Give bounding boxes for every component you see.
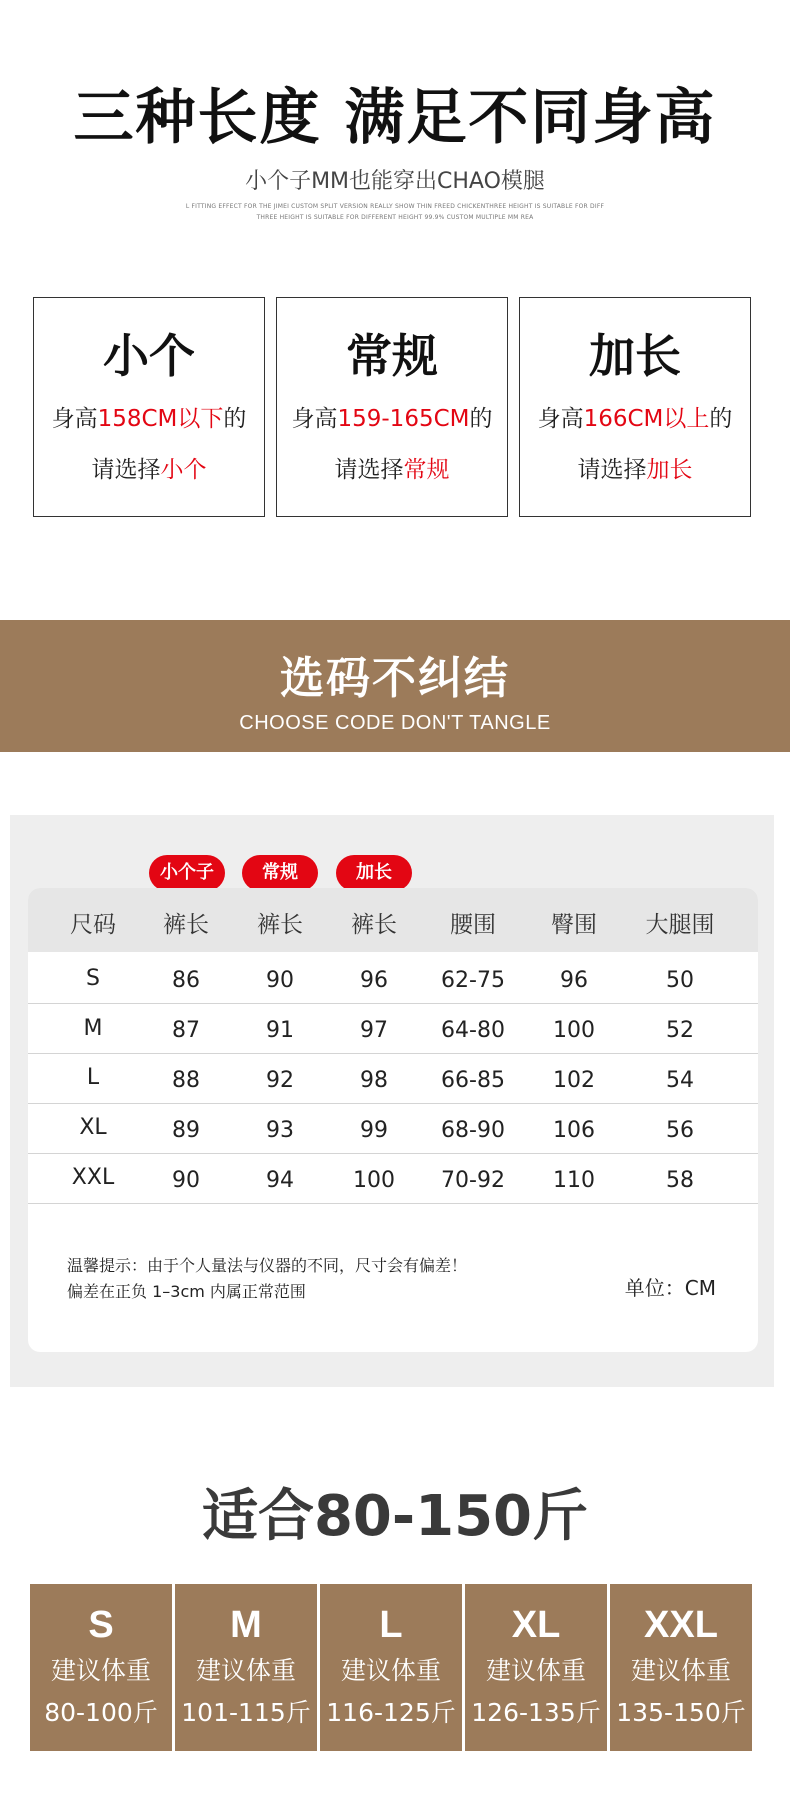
weight-range: 116-125斤 xyxy=(326,1698,456,1727)
row-xl-length-long: 99 xyxy=(360,1118,388,1143)
row-s-size: S xyxy=(86,966,100,991)
row-s-hip: 96 xyxy=(560,968,588,993)
weight-range: 126-135斤 xyxy=(471,1698,601,1727)
row-m-waist: 64-80 xyxy=(441,1018,505,1043)
row-l-length-long: 98 xyxy=(360,1068,388,1093)
row-m-thigh: 52 xyxy=(666,1018,694,1043)
weight-size: XXL xyxy=(644,1604,718,1646)
row-xxl-hip: 110 xyxy=(553,1168,595,1193)
page-subtitle: 小个子MM也能穿出CHAO模腿 xyxy=(245,169,545,194)
row-xxl-waist: 70-92 xyxy=(441,1168,505,1193)
fine-print-line-1: L FITTING EFFECT FOR THE JIMEI CUSTOM SPLIT VERSION REALLY SHOW THIN FREED CHICKENTHREE HEIGHT IS SUITABLE FOR DIFF xyxy=(185,203,605,210)
length-name: 小个 xyxy=(103,329,195,383)
measurement-note-line-1: 温馨提示：由于个人量法与仪器的不同，尺寸会有偏差！ xyxy=(67,1256,468,1275)
length-choose-hint: 请选择常规 xyxy=(334,457,450,483)
weight-card-xxl xyxy=(610,1584,752,1751)
row-divider xyxy=(28,1053,758,1054)
header-waist: 腰围 xyxy=(450,912,496,938)
row-s-length-regular: 90 xyxy=(266,968,294,993)
height-range: 158CM以下 xyxy=(97,406,224,432)
row-xl-length-regular: 93 xyxy=(266,1118,294,1143)
row-l-hip: 102 xyxy=(553,1068,595,1093)
length-height-rule: 身高158CM以下的 xyxy=(51,406,247,432)
table-header-row xyxy=(28,888,758,952)
row-xxl-length-petite: 90 xyxy=(172,1168,200,1193)
row-xxl-length-long: 100 xyxy=(353,1168,395,1193)
header-length-petite: 裤长 xyxy=(163,912,209,938)
weight-label: 建议体重 xyxy=(50,1656,151,1685)
length-choice: 常规 xyxy=(403,457,450,483)
weight-size: XL xyxy=(511,1604,561,1646)
row-divider xyxy=(28,1153,758,1154)
row-l-size: L xyxy=(86,1065,100,1090)
length-height-rule: 身高159-165CM的 xyxy=(291,406,493,432)
weight-size: L xyxy=(379,1604,403,1646)
weight-label: 建议体重 xyxy=(195,1656,296,1685)
length-choose-hint: 请选择小个 xyxy=(91,457,207,483)
weight-size: M xyxy=(230,1604,262,1646)
row-m-length-regular: 91 xyxy=(266,1018,294,1043)
row-s-length-petite: 86 xyxy=(172,968,200,993)
measurement-note-line-2: 偏差在正负 1–3cm 内属正常范围 xyxy=(67,1282,306,1301)
weight-range: 80-100斤 xyxy=(44,1698,158,1727)
row-xl-waist: 68-90 xyxy=(441,1118,505,1143)
length-name: 加长 xyxy=(589,329,681,383)
row-m-length-long: 97 xyxy=(360,1018,388,1043)
weight-card-s xyxy=(30,1584,172,1751)
weight-range: 101-115斤 xyxy=(181,1698,311,1727)
section-banner xyxy=(0,620,790,752)
header-hip: 臀围 xyxy=(551,912,597,938)
weight-card-m xyxy=(175,1584,317,1751)
row-m-length-petite: 87 xyxy=(172,1018,200,1043)
weight-label: 建议体重 xyxy=(340,1656,441,1685)
tag-long: 加长 xyxy=(336,855,412,891)
row-s-thigh: 50 xyxy=(666,968,694,993)
weight-card-l xyxy=(320,1584,462,1751)
length-height-rule: 身高166CM以上的 xyxy=(537,406,733,432)
fine-print-line-2: THREE HEIGHT IS SUITABLE FOR DIFFERENT HEIGHT 99.9% CUSTOM MULTIPLE MM REA xyxy=(256,214,534,221)
row-xl-thigh: 56 xyxy=(666,1118,694,1143)
row-s-length-long: 96 xyxy=(360,968,388,993)
row-l-thigh: 54 xyxy=(666,1068,694,1093)
row-m-size: M xyxy=(83,1016,103,1041)
height-range: 166CM以上 xyxy=(583,406,710,432)
tag-petite: 小个子 xyxy=(149,855,225,891)
row-l-length-petite: 88 xyxy=(172,1068,200,1093)
header-size: 尺码 xyxy=(70,912,116,938)
height-range: 159-165CM xyxy=(337,406,470,432)
row-l-waist: 66-85 xyxy=(441,1068,505,1093)
weight-card-xl xyxy=(465,1584,607,1751)
row-xxl-thigh: 58 xyxy=(666,1168,694,1193)
row-xxl-length-regular: 94 xyxy=(266,1168,294,1193)
row-m-hip: 100 xyxy=(553,1018,595,1043)
weight-size: S xyxy=(88,1604,114,1646)
row-xl-length-petite: 89 xyxy=(172,1118,200,1143)
banner-subtitle: CHOOSE CODE DON'T TANGLE xyxy=(239,712,551,734)
row-divider xyxy=(28,1103,758,1104)
header-length-long: 裤长 xyxy=(351,912,397,938)
size-table xyxy=(28,888,758,1352)
row-divider xyxy=(28,1203,758,1204)
page-title: 三种长度 满足不同身高 xyxy=(73,83,717,153)
weight-title: 适合80-150斤 xyxy=(201,1484,589,1549)
tag-regular: 常规 xyxy=(242,855,318,891)
unit-label: 单位：CM xyxy=(624,1276,716,1300)
length-choice: 小个 xyxy=(160,457,207,483)
length-card-petite xyxy=(33,297,265,517)
weight-range: 135-150斤 xyxy=(616,1698,746,1727)
banner-title: 选码不纠结 xyxy=(280,653,510,704)
row-xl-hip: 106 xyxy=(553,1118,595,1143)
row-divider xyxy=(28,1003,758,1004)
row-xxl-size: XXL xyxy=(71,1165,115,1190)
length-card-long xyxy=(519,297,751,517)
length-choice: 加长 xyxy=(646,457,693,483)
header-thigh: 大腿围 xyxy=(645,912,715,938)
row-s-waist: 62-75 xyxy=(441,968,505,993)
row-xl-size: XL xyxy=(79,1115,107,1140)
length-name: 常规 xyxy=(346,329,438,383)
header-length-regular: 裤长 xyxy=(257,912,303,938)
length-card-regular xyxy=(276,297,508,517)
length-choose-hint: 请选择加长 xyxy=(577,457,693,483)
weight-label: 建议体重 xyxy=(630,1656,731,1685)
row-l-length-regular: 92 xyxy=(266,1068,294,1093)
weight-label: 建议体重 xyxy=(485,1656,586,1685)
